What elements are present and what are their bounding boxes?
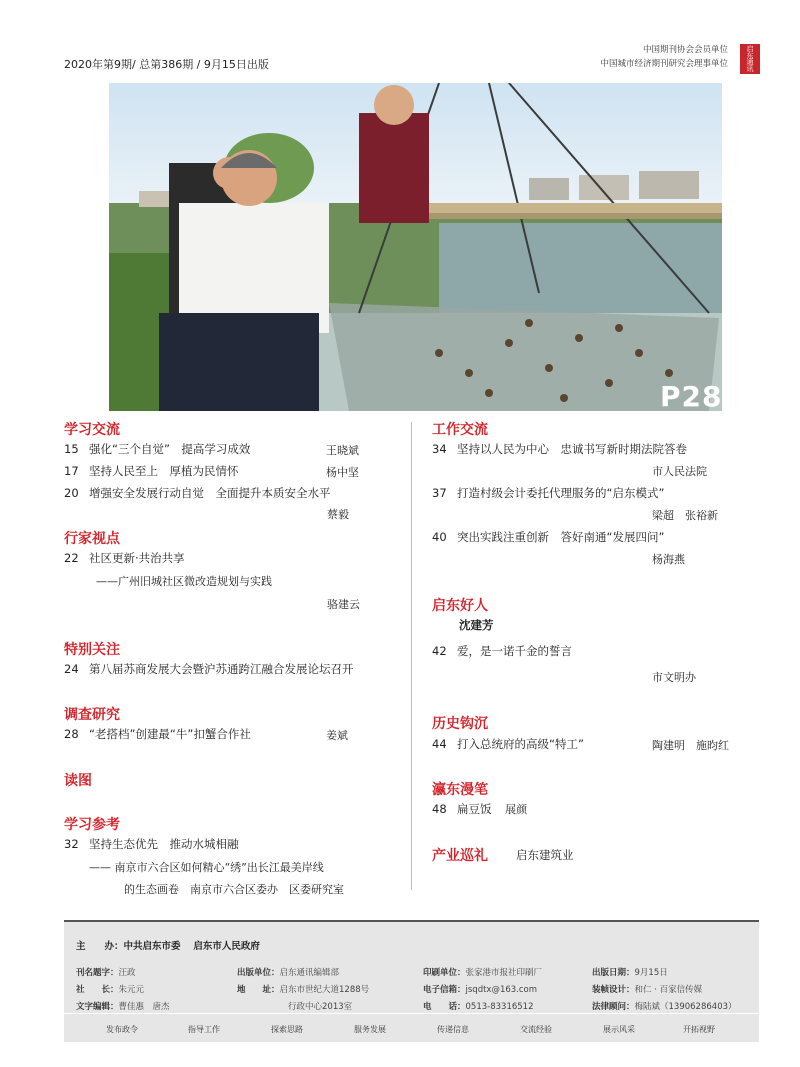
category-label: 展示风采 [603,1025,635,1034]
entry-subtitle: ——广州旧城社区微改造规划与实践 [96,575,272,588]
entry-title: 坚持人民至上 厚植为民情怀 [89,464,239,478]
field-value: 启东市世纪大道1288号 [279,985,370,995]
page-number: 20 [64,486,79,500]
entry-author: 展颜 [505,803,528,816]
section-title: 工作交流 [432,422,488,438]
toc-entry[interactable] [432,736,584,752]
entry-author: 蔡毅 [327,508,349,521]
field-label: 社 长： [76,985,119,995]
field-label: 法律顾问： [592,1002,635,1012]
section-title: 特别关注 [64,642,120,658]
magazine-logo [740,44,760,74]
field-label: 电 话： [423,1002,466,1012]
sponsor-value: 中共启东市委 启东市人民政府 [123,941,260,952]
page-number: 22 [64,551,79,565]
section-title: 历史钩沉 [432,716,488,732]
entry-author: 杨海燕 [652,553,685,566]
toc-entry[interactable] [64,726,251,742]
page-number: 15 [64,442,79,456]
entry-author: 市文明办 [652,671,696,684]
field-value: 汪政 [118,968,136,978]
field-value: 梅陆斌（13906286403） [634,1002,737,1012]
sponsor-line [76,938,260,952]
page-number: 44 [432,737,447,751]
entry-author: 骆建云 [327,598,360,611]
entry-author: 市人民法院 [652,465,707,478]
toc-entry[interactable] [432,643,572,659]
toc-entry[interactable] [64,836,239,852]
toc-entry[interactable] [432,441,687,457]
entry-title: 坚持以人民为中心 忠诚书写新时期法院答卷 [457,442,687,456]
entry-subtitle: —— 南京市六合区如何精心“绣”出长江最美岸线 [89,861,324,874]
entry-title: 突出实践注重创新 答好南通“发展四问” [457,530,665,544]
field-label: 刊名题字： [76,968,119,978]
field-value: 张家港市报社印刷厂 [465,968,543,978]
logo-text: 启东通讯 [746,45,754,73]
section-title: 产业巡礼 [432,848,488,864]
page-number: 48 [432,802,447,816]
field-label: 装帧设计： [592,985,635,995]
page-number: 32 [64,837,79,851]
entry-author: 杨中坚 [326,466,359,479]
industry-feature[interactable]: 启东建筑业 [516,848,574,862]
cover-page-tag: P28 [660,380,723,413]
entry-title: 社区更新·共治共享 [89,551,185,565]
field-value: 0513-83316512 [465,1002,534,1012]
masthead-col-3 [423,963,542,1014]
field-value: 曹佳惠 唐杰 [118,1002,170,1012]
category-label: 指导工作 [188,1025,220,1034]
entry-author: 姜斌 [326,729,348,742]
membership-line-1: 中国期刊协会会员单位 [642,45,728,55]
column-divider [411,422,412,890]
toc-entry[interactable] [432,801,527,817]
entry-title: 扁豆饭 [457,802,492,816]
category-label: 发布政令 [106,1025,138,1034]
masthead-col-1 [76,963,170,1014]
field-value: 启东通讯编辑部 [279,968,340,978]
toc-entry[interactable] [64,463,239,479]
section-title: 学习交流 [64,422,120,438]
section-title: 学习参考 [64,817,120,833]
entry-title: “老搭档”创建最“牛”扣蟹合作社 [89,727,251,741]
toc-entry[interactable] [64,441,250,457]
masthead-col-4 [592,963,737,1014]
section-title: 调查研究 [64,707,120,723]
page-number: 17 [64,464,79,478]
page-number: 34 [432,442,447,456]
toc-entry[interactable] [432,529,664,545]
entry-title: 增强安全发展行动自觉 全面提升本质安全水平 [89,486,331,500]
cover-photo [109,83,722,411]
page-number: 24 [64,662,79,676]
field-value: 9月15日 [634,968,668,978]
field-label: 文字编辑： [76,1002,119,1012]
entry-author: 梁超 张裕新 [652,509,718,522]
entry-title: 打造村级会计委托代理服务的“启东模式” [457,486,665,500]
page-number: 28 [64,727,79,741]
category-label: 传递信息 [437,1025,469,1034]
category-label: 探索思路 [271,1025,303,1034]
field-value: 行政中心2013室 [288,1002,353,1012]
page-number: 42 [432,644,447,658]
masthead [64,920,759,1015]
page-number: 40 [432,530,447,544]
toc-entry[interactable] [64,550,185,566]
entry-title: 打入总统府的高级“特工” [457,737,584,751]
field-label: 出版日期： [592,968,635,978]
toc-entry[interactable] [64,661,354,677]
section-title: 行家视点 [64,531,120,547]
field-label: 印刷单位： [423,968,466,978]
field-label: 地 址： [237,985,280,995]
entry-title: 强化“三个自觉” 提高学习成效 [89,442,251,456]
toc-entry[interactable] [432,485,664,501]
page-number: 37 [432,486,447,500]
section-title: 启东好人 [432,598,488,614]
category-strip [64,1013,759,1042]
entry-title: 第八届苏商发展大会暨沪苏通跨江融合发展论坛召开 [89,662,354,676]
category-label: 交流经验 [520,1025,552,1034]
issue-info: 2020年第9期/ 总第386期 / 9月15日出版 [64,58,269,71]
entry-author: 王晓斌 [326,444,359,457]
entry-author: 陶建明 施昀红 [652,739,729,752]
entry-title: 坚持生态优先 推动水城相融 [89,837,239,851]
field-label: 出版单位： [237,968,280,978]
section-title: 瀛东漫笔 [432,782,488,798]
field-label: 电子信箱： [423,985,466,995]
category-label: 开拓视野 [683,1025,715,1034]
featured-person: 沈建芳 [459,618,494,632]
masthead-col-2 [237,963,369,1014]
entry-subtitle: 的生态画卷 南京市六合区委办 区委研究室 [124,883,344,896]
category-label: 服务发展 [354,1025,386,1034]
toc-entry[interactable] [64,485,331,501]
membership-line-2: 中国城市经济期刊研究会理事单位 [600,59,728,69]
sponsor-label: 主 办： [76,941,124,952]
email-link[interactable]: jsqdtx@163.com [465,985,538,995]
section-title[interactable]: 读图 [64,773,92,789]
field-value: 朱元元 [118,985,145,995]
entry-title: 爱，是一诺千金的誓言 [457,644,572,658]
field-value: 和仁 · 百家信传媒 [634,985,703,995]
